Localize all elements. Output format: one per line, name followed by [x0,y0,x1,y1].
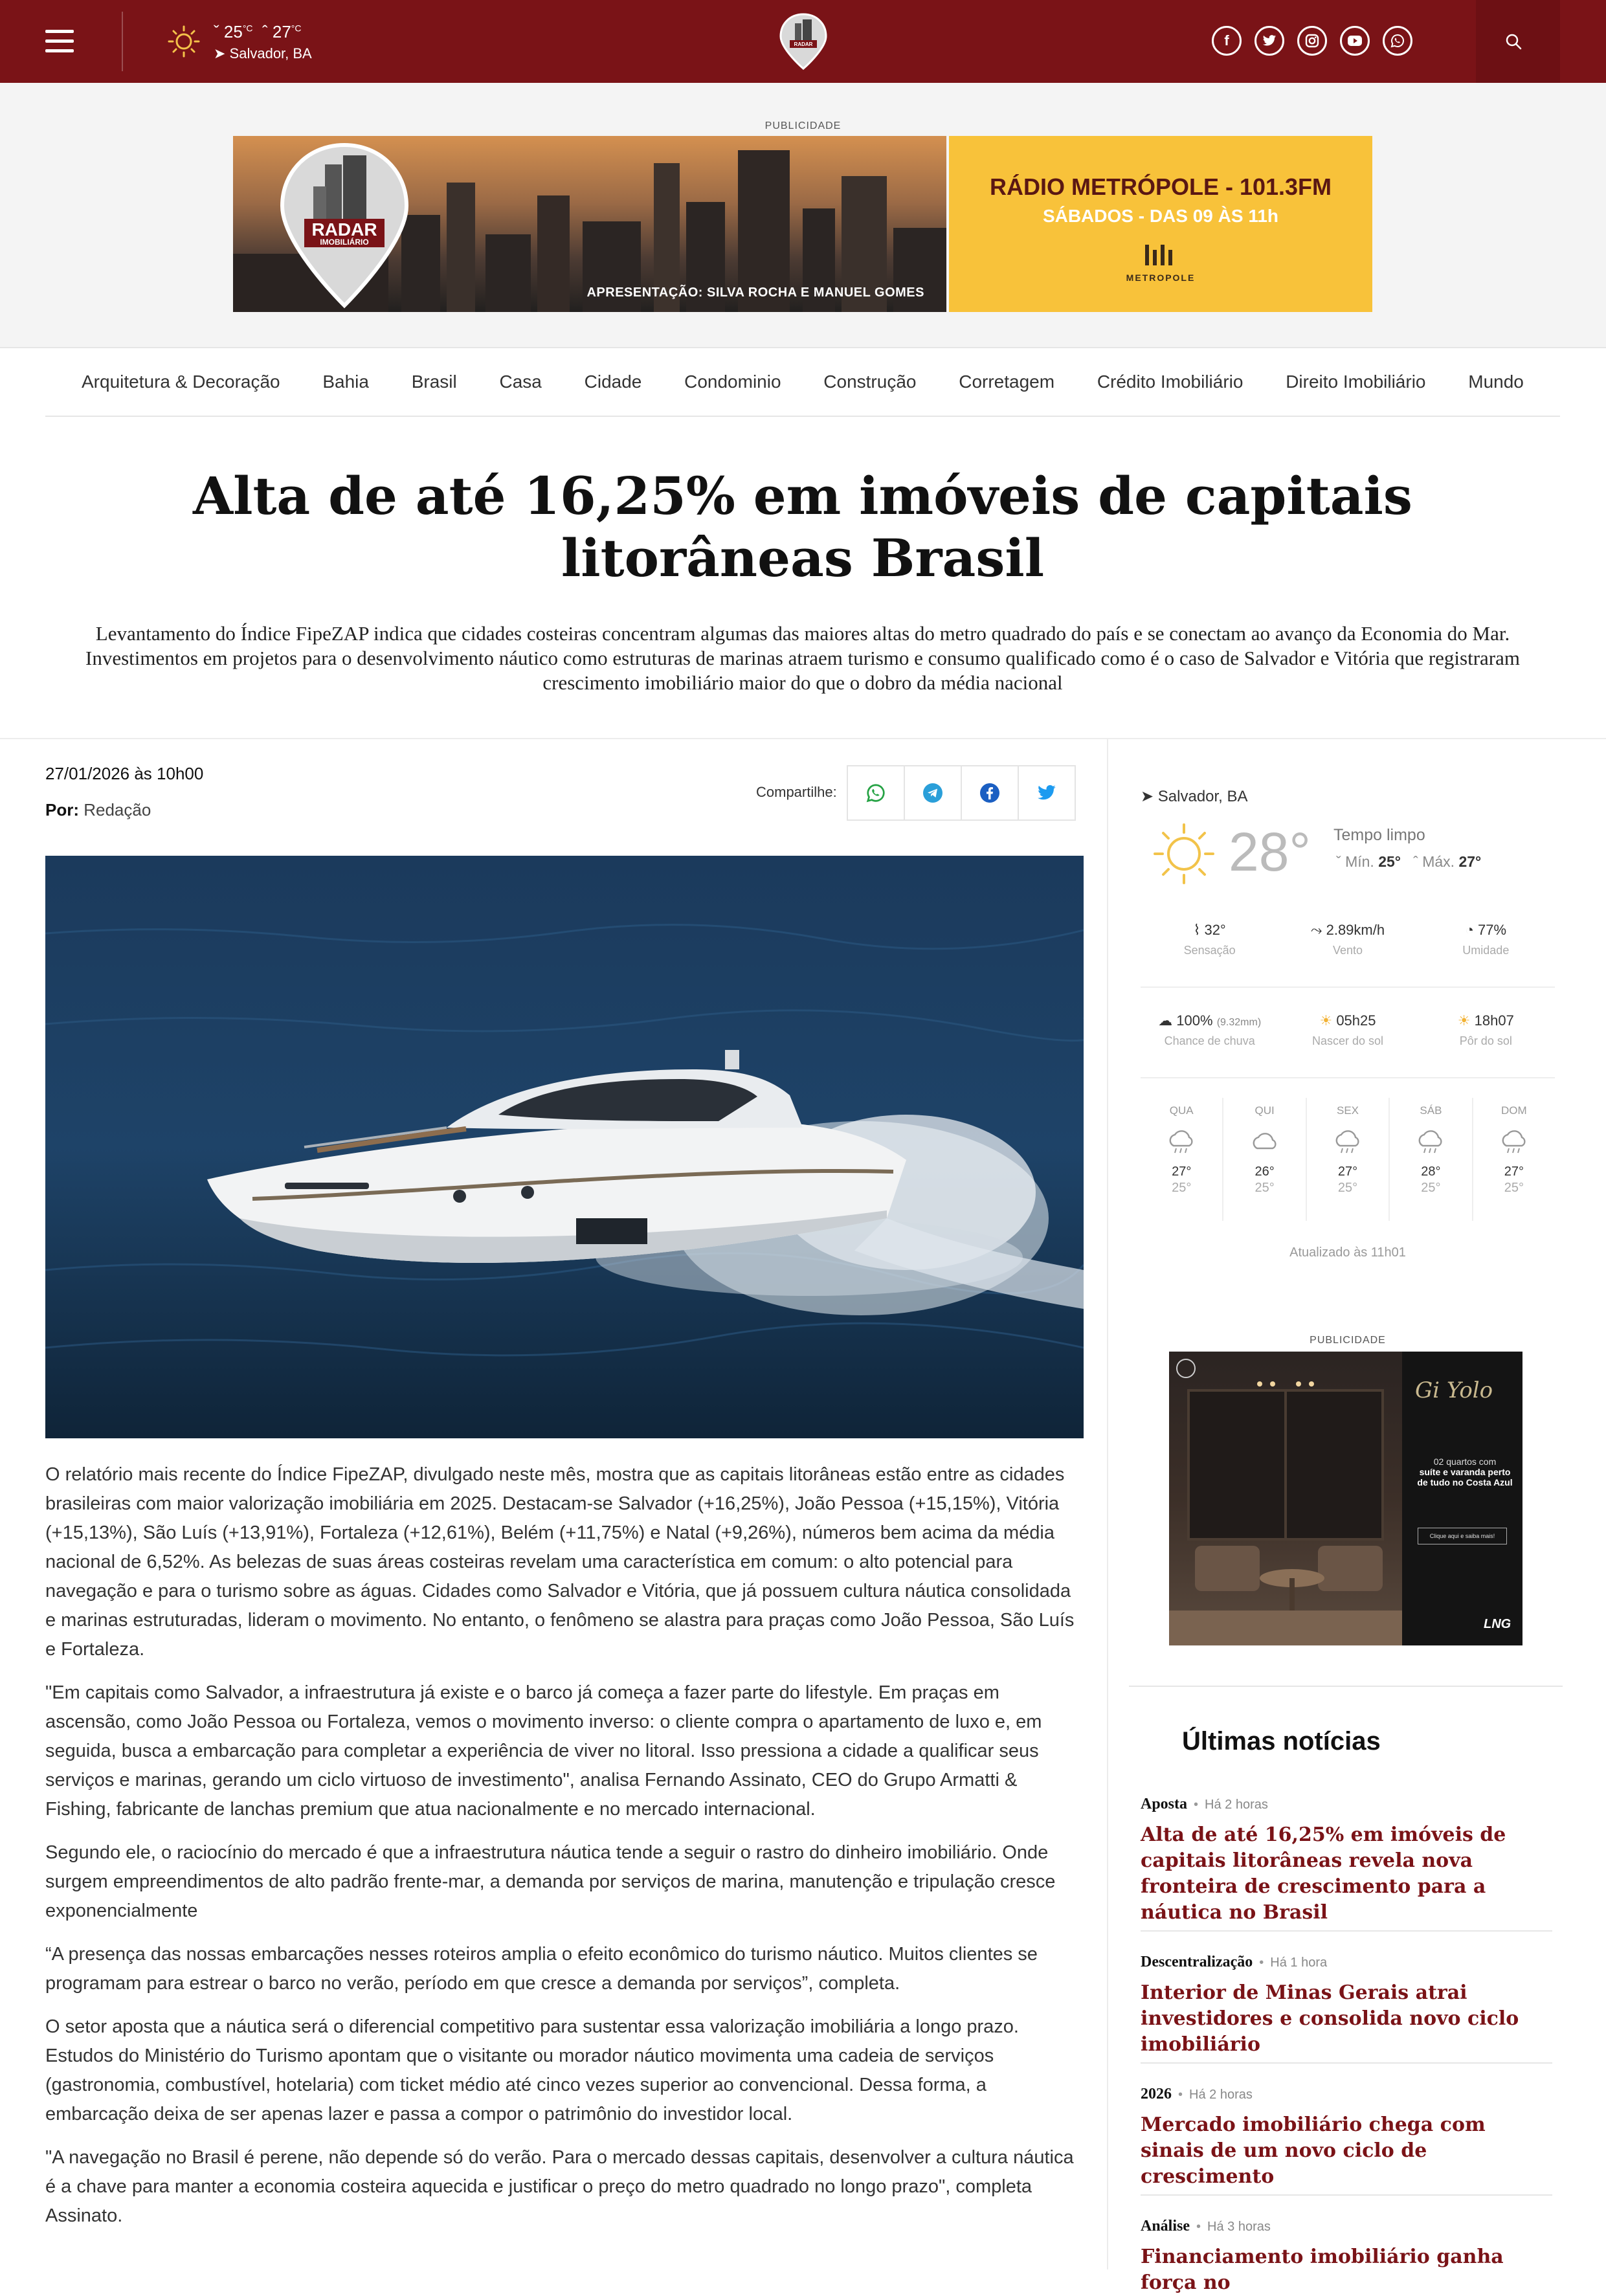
forecast-high: 26° [1255,1165,1275,1179]
divider [1141,1930,1552,1932]
logo-text: RADAR [794,41,813,47]
stat-label: Vento [1332,944,1363,957]
share-twitter-button[interactable] [1018,765,1076,821]
forecast-high: 27° [1172,1165,1192,1179]
top-ad-banner[interactable] [233,136,1372,312]
article-byline [45,800,151,820]
whatsapp-icon [866,783,886,803]
stat-label: Sensação [1183,944,1236,957]
news-category: Aposta [1141,1796,1188,1812]
ad-copy-line: suíte e varanda perto [1419,1467,1511,1477]
news-category: 2026 [1141,2086,1172,2102]
weather-minmax: ˇ Mín. 25° ˆ Máx. 27° [1336,853,1482,870]
thermometer-icon: ⌇ [1193,922,1205,938]
nav-item-direito[interactable]: Direito Imobiliário [1286,372,1426,392]
ad-copy [1410,1456,1520,1488]
nav-item-condominio[interactable]: Condominio [684,372,781,392]
temp-unit: °C [242,23,253,34]
nav-item-construcao[interactable]: Construção [823,372,917,392]
weather-location: ➤ Salvador, BA [1141,788,1248,805]
article-title: Alta de até 16,25% em imóveis de capitais litorâneas Brasil [193,465,1412,588]
ad-brand: RADAR [311,219,377,240]
news-age: Há 3 horas [1207,2220,1271,2234]
wind-icon: ⤳ [1310,922,1326,938]
ad-city-image [233,136,946,312]
ad-room-image [1169,1352,1402,1645]
nav-item-brasil[interactable]: Brasil [411,372,457,392]
article-paragraph: Segundo ele, o raciocínio do mercado é que a infraestrutura náutica tende a seguir o rastro do dinheiro imobiliário. Onde surgem empreendimentos de alto padrão frente-mar, a demanda por serviços de marina, manutenção e tripulação cresce exponencialmente [45,1842,1056,1921]
forecast-low: 25° [1255,1181,1275,1195]
radar-logo [276,141,413,309]
share-whatsapp-button[interactable] [847,765,905,821]
stat-value: 18h07 [1474,1012,1514,1029]
min-value: 25° [1378,853,1401,870]
sunset-icon: ☀ [1457,1012,1475,1029]
weather-stats-row [1141,922,1555,957]
nav-item-bahia[interactable]: Bahia [322,372,369,392]
divider [1141,2194,1552,2196]
byline-label: Por: [45,800,79,819]
weather-updated: Atualizado às 11h01 [1289,1245,1406,1260]
forecast-day [1223,1098,1306,1221]
city-label: Salvador, BA [229,45,312,61]
forecast-day-name: QUI [1255,1104,1275,1117]
menu-icon[interactable] [45,30,74,53]
temp-min: 25 [223,22,243,41]
divider [1141,986,1555,988]
stat-value: 100% [1176,1012,1213,1029]
stat-label: Umidade [1462,944,1510,957]
weather-location-label: Salvador, BA [1157,788,1248,805]
news-title[interactable]: Financiamento imobiliário ganha força no [1141,2246,1504,2294]
stat-value: 77% [1478,922,1507,938]
weather-condition: Tempo limpo [1333,826,1425,844]
news-title[interactable]: Mercado imobiliário chega com sinais de um novo ciclo de crescimento [1141,2113,1486,2188]
nav-item-mundo[interactable]: Mundo [1468,372,1524,392]
instagram-icon[interactable] [1297,26,1327,56]
rain-cloud-icon: ☁ [1158,1012,1177,1029]
divider [0,738,1606,739]
rain-cloud-icon [1497,1129,1531,1155]
sidebar-divider [1107,739,1108,2269]
ad-copy-line: de tudo no Costa Azul [1417,1477,1513,1488]
stat-label: Pôr do sol [1459,1034,1512,1047]
header-city: ➤ Salvador, BA [214,45,312,61]
share-facebook-button[interactable] [961,765,1019,821]
ad-label: PUBLICIDADE [1310,1335,1386,1346]
facebook-icon[interactable]: f [1212,26,1242,56]
top-ad-area [0,83,1606,348]
temp-unit: °C [291,23,302,34]
author-name: Redação [84,800,151,819]
search-icon [1504,32,1522,50]
ad-brand-logo: LNG [1484,1617,1511,1631]
sunrise-icon: ☀ [1319,1012,1337,1029]
divider [1141,2062,1552,2064]
share-telegram-button[interactable] [904,765,962,821]
header-temps: ˇ $25^{^\circ C}$ ˆ $27^{^\circ C}$ [214,22,302,41]
forecast-day [1141,1098,1223,1221]
forecast-day [1473,1098,1555,1221]
stat-value: 2.89km/h [1326,922,1385,938]
forecast-high: 28° [1421,1165,1441,1179]
forecast-day [1307,1098,1390,1221]
min-label: Mín. [1345,853,1374,870]
nav-item-arquitetura[interactable]: Arquitetura & Decoração [82,372,280,392]
weather-sunrise [1278,1012,1416,1048]
sun-icon [1151,821,1217,887]
forecast-day-name: QUA [1169,1104,1194,1117]
forecast-low: 25° [1337,1181,1358,1195]
article-hero-image [45,856,1084,1438]
ad-radio-brand: METROPOLE [1126,273,1196,283]
radar-logo[interactable] [777,12,830,71]
nav-item-cidade[interactable]: Cidade [584,372,642,392]
forecast-high: 27° [1504,1165,1524,1179]
ad-brand-sub: IMOBILIÁRIO [320,238,369,247]
nav-item-credito[interactable]: Crédito Imobiliário [1097,372,1244,392]
ad-presenters: APRESENTAÇÃO: SILVA ROCHA E MANUEL GOMES [586,285,924,300]
social-links [1212,26,1412,56]
humidity-icon: ◔ [1465,922,1478,938]
stat-value: 32° [1204,922,1226,938]
weather-temp: 28° [1229,821,1311,882]
news-category: Análise [1141,2218,1190,2235]
weather-rain-chance [1141,1012,1278,1048]
news-item[interactable]: Análise • Há 3 horas Financiamento imobiliário ganha força no [1141,2218,1552,2296]
forecast-high: 27° [1337,1165,1358,1179]
forecast-day-name: SEX [1337,1104,1359,1117]
metropole-logo [1141,241,1180,269]
forecast-low: 25° [1172,1181,1192,1195]
article-lead: Levantamento do Índice FipeZAP indica que cidades costeiras concentram algumas das maiores altas do metro quadrado do país e se conectam ao avanço da Economia do Mar. Investimentos em projetos para o desenvolvimento náutico como estruturas de marinas atraem turismo e consumo qualificado como é o caso de Salvador e Vitória que registraram crescimento imobiliário maior do que o dobro da média nacional [85,622,1520,694]
ad-room-illustration [1169,1352,1402,1645]
share-buttons [848,765,1076,821]
weather-feels-like [1141,922,1278,957]
stat-value: 05h25 [1336,1012,1376,1029]
forecast-day [1390,1098,1473,1221]
divider [1129,1686,1563,1687]
sun-icon [167,25,201,58]
twitter-icon [1037,785,1056,801]
cloud-icon [1248,1129,1282,1155]
weather-forecast [1141,1098,1555,1221]
news-item[interactable]: 2026 • Há 2 horas Mercado imobiliário chega com sinais de um novo ciclo de crescimento [1141,2086,1552,2190]
top-bar [0,0,1606,83]
rain-cloud-icon [1331,1129,1365,1155]
weather-stats-row [1141,1012,1555,1048]
stat-label: Chance de chuva [1164,1034,1255,1047]
temp-max: 27 [272,22,291,41]
divider [122,12,123,71]
stat-label: Nascer do sol [1311,1034,1384,1047]
news-age: Há 2 horas [1205,1798,1268,1812]
whatsapp-icon[interactable] [1383,26,1412,56]
twitter-icon[interactable] [1255,26,1284,56]
article-body [45,1460,1084,2245]
news-age: Há 2 horas [1189,2088,1253,2102]
ad-label: PUBLICIDADE [764,120,842,131]
divider [1141,1077,1555,1078]
news-category: Descentralização [1141,1954,1253,1970]
ad-copy-line: 02 quartos com [1433,1456,1497,1467]
latest-news-title: Últimas notícias [1182,1727,1381,1755]
rain-cloud-icon [1165,1129,1198,1155]
news-age: Há 1 hora [1270,1956,1328,1970]
forecast-day-name: SÁB [1420,1104,1442,1117]
article-paragraph: "Em capitais como Salvador, a infraestrutura já existe e o barco já começa a fazer parte do lifestyle. Em praças em ascensão, como João Pessoa ou Fortaleza, vemos o movimento inverso: o cliente compra o apartamento de luxo e, em seguida, busca a embarcação para completar a experiência de viver no litoral. Isso pressiona a cidade a qualificar seus serviços e marinas, gerando um ciclo virtuoso de investimento", analisa Fernando Assinato, CEO do Grupo Armatti & Fishing, fabricante de lanchas premium que atua nacionalmente e no mercado internacional. [45,1682,1042,1820]
article-paragraph: O setor aposta que a náutica será o diferencial competitivo para sustentar essa valorização imobiliária a longo prazo. Estudos do Ministério do Turismo apontam que o visitante ou morador náutico movimenta uma cadeia de serviços (gastronomia, combustível, hotelaria) com ticket médio até cinco vezes superior ao convencional. Dessa forma, a embarcação deixa de ser apenas lazer e passa a compor o patrimônio do investidor local. [45,2016,1019,2124]
news-title[interactable]: Alta de até 16,25% em imóveis de capitais litorâneas revela nova fronteira de crescimento para a náutica no Brasil [1141,1823,1506,1924]
forecast-low: 25° [1421,1181,1441,1195]
forecast-day-name: DOM [1500,1104,1527,1117]
youtube-icon[interactable] [1340,26,1370,56]
ad-radio-title: RÁDIO METRÓPOLE - 101.3FM [989,173,1332,200]
ad-radio-panel [949,136,1372,312]
article-date: 27/01/2026 às 10h00 [45,764,204,783]
weather-wind [1278,922,1416,957]
telegram-icon [922,783,943,803]
forecast-low: 25° [1504,1181,1524,1195]
share-label: Compartilhe: [756,784,837,800]
article-paragraph: O relatório mais recente do Índice FipeZAP, divulgado neste mês, mostra que as capitais litorâneas estão entre as cidades brasileiras com maior valorização imobiliária em 2025. Destacam-se Salvador (+16,25%), João Pessoa (+15,15%), Vitória (+15,13%), São Luís (+13,91%), Fortaleza (+12,61%), Belém (+11,75%) e Natal (+9,26%), números bem acima da média nacional de 6,52%. As belezas de suas áreas costeiras revelam uma característica em comum: o alto potencial para navegação e para o turismo sobre as águas. Cidades como Salvador e Vitória, que já possuem cultura náutica consolidada e marinas estruturadas, lideram o movimento. No entanto, o fenômeno se alastra para praças como João Pessoa, São Luís e Fortaleza. [45,1464,1075,1660]
search-button[interactable] [1476,0,1560,83]
rain-cloud-icon [1414,1129,1447,1155]
news-item[interactable]: Aposta • Há 2 horas Alta de até 16,25% em imóveis de capitais litorâneas revela nova fronteira de crescimento para a náutica no Brasil [1141,1796,1552,1926]
stat-extra: (9.32mm) [1216,1017,1262,1028]
weather-humidity [1417,922,1555,957]
article-paragraph: "A navegação no Brasil é perene, não depende só do verão. Para o mercado dessas capitais, desenvolver a cultura náutica é a chave para manter a economia costeira aquecida e justificar o preço do metro quadrado no longo prazo", completa Assinato. [45,2147,1074,2226]
nav-item-corretagem[interactable]: Corretagem [959,372,1055,392]
max-value: 27° [1458,853,1482,870]
category-nav [45,348,1560,417]
facebook-icon [979,783,1000,803]
weather-sunset [1417,1012,1555,1048]
article-paragraph: “A presença das nossas embarcações nesses roteiros amplia o efeito econômico do turismo náutico. Muitos clientes se programam para estrear o barco no verão, período em que cresce a demanda por serviços”, completa. [45,1944,1038,1994]
news-title[interactable]: Interior de Minas Gerais atrai investidores e consolida novo ciclo imobiliário [1141,1981,1519,2056]
max-label: Máx. [1422,853,1455,870]
sidebar-ad-banner[interactable] [1169,1352,1522,1645]
nav-item-casa[interactable]: Casa [499,372,542,392]
ad-script-logo: Gi Yolo [1415,1377,1493,1403]
speedboat-photo [45,856,1084,1438]
news-item[interactable]: Descentralização • Há 1 hora Interior de Minas Gerais atrai investidores e consolida novo ciclo imobiliário [1141,1954,1552,2058]
ad-radio-schedule: SÁBADOS - DAS 09 ÀS 11h [1042,206,1279,226]
ad-cta-button[interactable]: Clique aqui e saiba mais! [1418,1528,1507,1544]
